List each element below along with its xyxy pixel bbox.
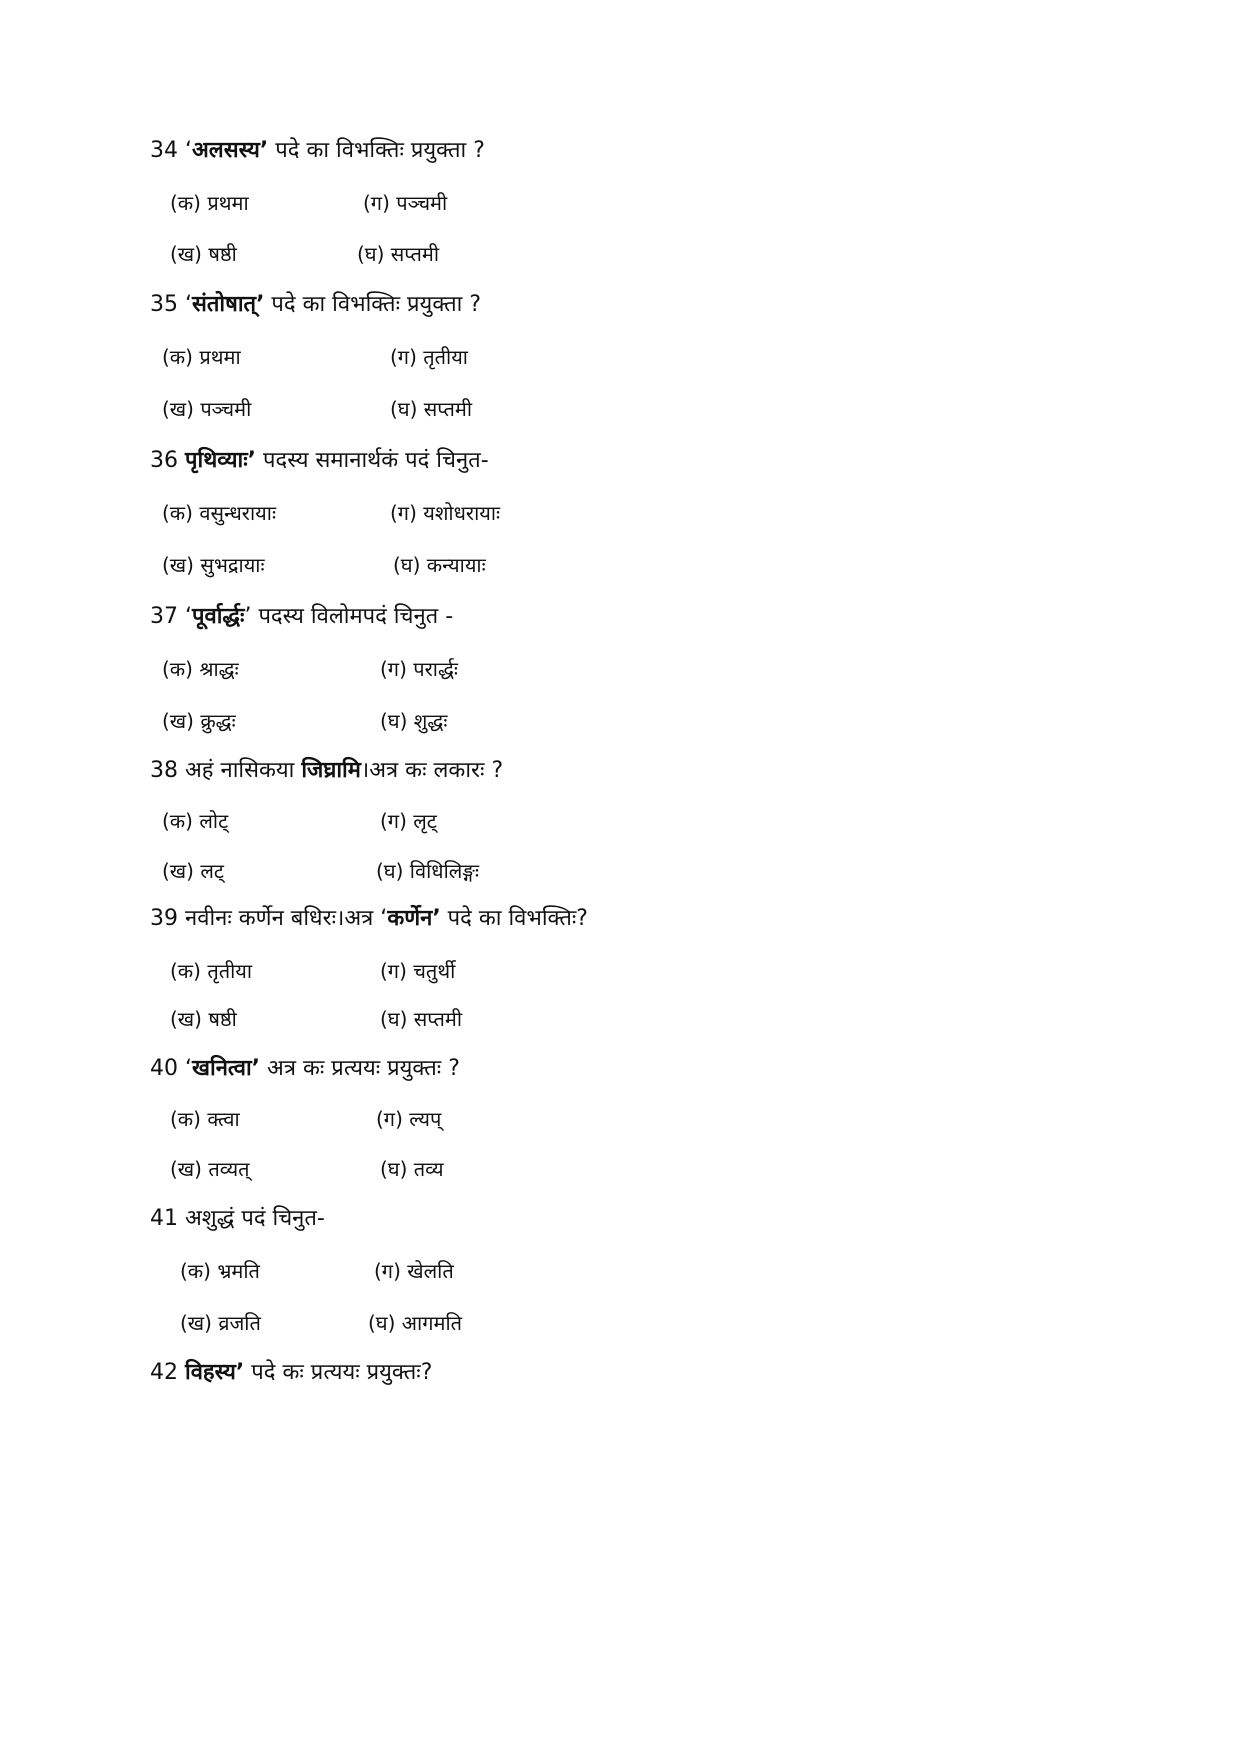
question-36: 36 पृथिव्याः’ पदस्य समानार्थकं पदं चिनुत- xyxy=(150,448,489,473)
question-number: 37 xyxy=(150,604,178,629)
question-keyword: कर्णेन’ xyxy=(387,906,441,931)
option-ga: (ग) चतुर्थी xyxy=(380,959,456,983)
option-ka: (क) प्रथमा xyxy=(162,345,241,369)
question-number: 41 xyxy=(150,1206,178,1231)
option-gha: (घ) कन्यायाः xyxy=(393,553,486,577)
question-34: 34 ‘अलसस्य’ पदे का विभक्तिः प्रयुक्ता ? xyxy=(150,138,485,163)
option-gha: (घ) सप्तमी xyxy=(390,397,473,421)
option-ga: (ग) ल्यप् xyxy=(376,1107,442,1131)
question-42: 42 विहस्य’ पदे कः प्रत्ययः प्रयुक्तः? xyxy=(150,1360,433,1385)
option-ka: (क) क्त्वा xyxy=(170,1107,240,1131)
option-ka: (क) लोट् xyxy=(162,809,229,833)
question-number: 34 xyxy=(150,138,178,163)
option-kha: (ख) पञ्चमी xyxy=(162,397,252,421)
option-gha: (घ) सप्तमी xyxy=(357,242,440,266)
option-ka: (क) श्राद्धः xyxy=(162,657,239,681)
option-ka: (क) तृतीया xyxy=(170,959,253,983)
option-ga: (ग) खेलति xyxy=(374,1259,454,1283)
option-ga: (ग) लृट् xyxy=(380,809,437,833)
question-keyword: पूर्वार्द्धः xyxy=(192,604,245,629)
question-keyword: विहस्य’ xyxy=(185,1360,245,1385)
option-ga: (ग) तृतीया xyxy=(390,345,468,369)
option-ka: (क) वसुन्धरायाः xyxy=(162,501,276,525)
option-kha: (ख) सुभद्रायाः xyxy=(162,553,265,577)
option-kha: (ख) षष्ठी xyxy=(170,242,237,266)
option-kha: (ख) तव्यत् xyxy=(170,1157,250,1181)
option-ka: (क) भ्रमति xyxy=(180,1259,260,1283)
question-keyword: जिघ्रामि xyxy=(301,758,361,783)
option-gha: (घ) शुद्धः xyxy=(380,709,448,733)
option-ka: (क) प्रथमा xyxy=(170,191,249,215)
option-gha: (घ) सप्तमी xyxy=(380,1007,463,1031)
option-kha: (ख) व्रजति xyxy=(180,1311,261,1335)
question-37: 37 ‘पूर्वार्द्धः’ पदस्य विलोमपदं चिनुत - xyxy=(150,604,454,629)
question-keyword: संतोषात्’ xyxy=(192,292,265,317)
question-number: 39 xyxy=(150,906,178,931)
question-number: 35 xyxy=(150,292,178,317)
question-35: 35 ‘संतोषात्’ पदे का विभक्तिः प्रयुक्ता ? xyxy=(150,292,482,317)
option-gha: (घ) विधिलिङ्गः xyxy=(376,859,480,883)
question-38: 38 अहं नासिकया जिघ्रामि।अत्र कः लकारः ? xyxy=(150,758,504,783)
option-kha: (ख) लट् xyxy=(162,859,224,883)
question-number: 40 xyxy=(150,1056,178,1081)
question-keyword: पृथिव्याः’ xyxy=(185,448,257,473)
question-41: 41 अशुद्धं पदं चिनुत- xyxy=(150,1206,325,1231)
option-gha: (घ) आगमति xyxy=(368,1311,463,1335)
option-ga: (ग) परार्द्धः xyxy=(380,657,458,681)
question-number: 42 xyxy=(150,1360,178,1385)
option-ga: (ग) पञ्चमी xyxy=(363,191,448,215)
question-number: 38 xyxy=(150,758,178,783)
question-number: 36 xyxy=(150,448,178,473)
question-39: 39 नवीनः कर्णेन बधिरः।अत्र ‘कर्णेन’ पदे का विभक्तिः? xyxy=(150,906,588,931)
option-kha: (ख) षष्ठी xyxy=(170,1007,237,1031)
question-40: 40 ‘खनित्वा’ अत्र कः प्रत्ययः प्रयुक्तः ? xyxy=(150,1056,460,1081)
question-keyword: अलसस्य’ xyxy=(192,138,269,163)
option-kha: (ख) क्रुद्धः xyxy=(162,709,236,733)
option-ga: (ग) यशोधरायाः xyxy=(390,501,501,525)
option-gha: (घ) तव्य xyxy=(380,1157,444,1181)
question-keyword: खनित्वा’ xyxy=(192,1056,261,1081)
